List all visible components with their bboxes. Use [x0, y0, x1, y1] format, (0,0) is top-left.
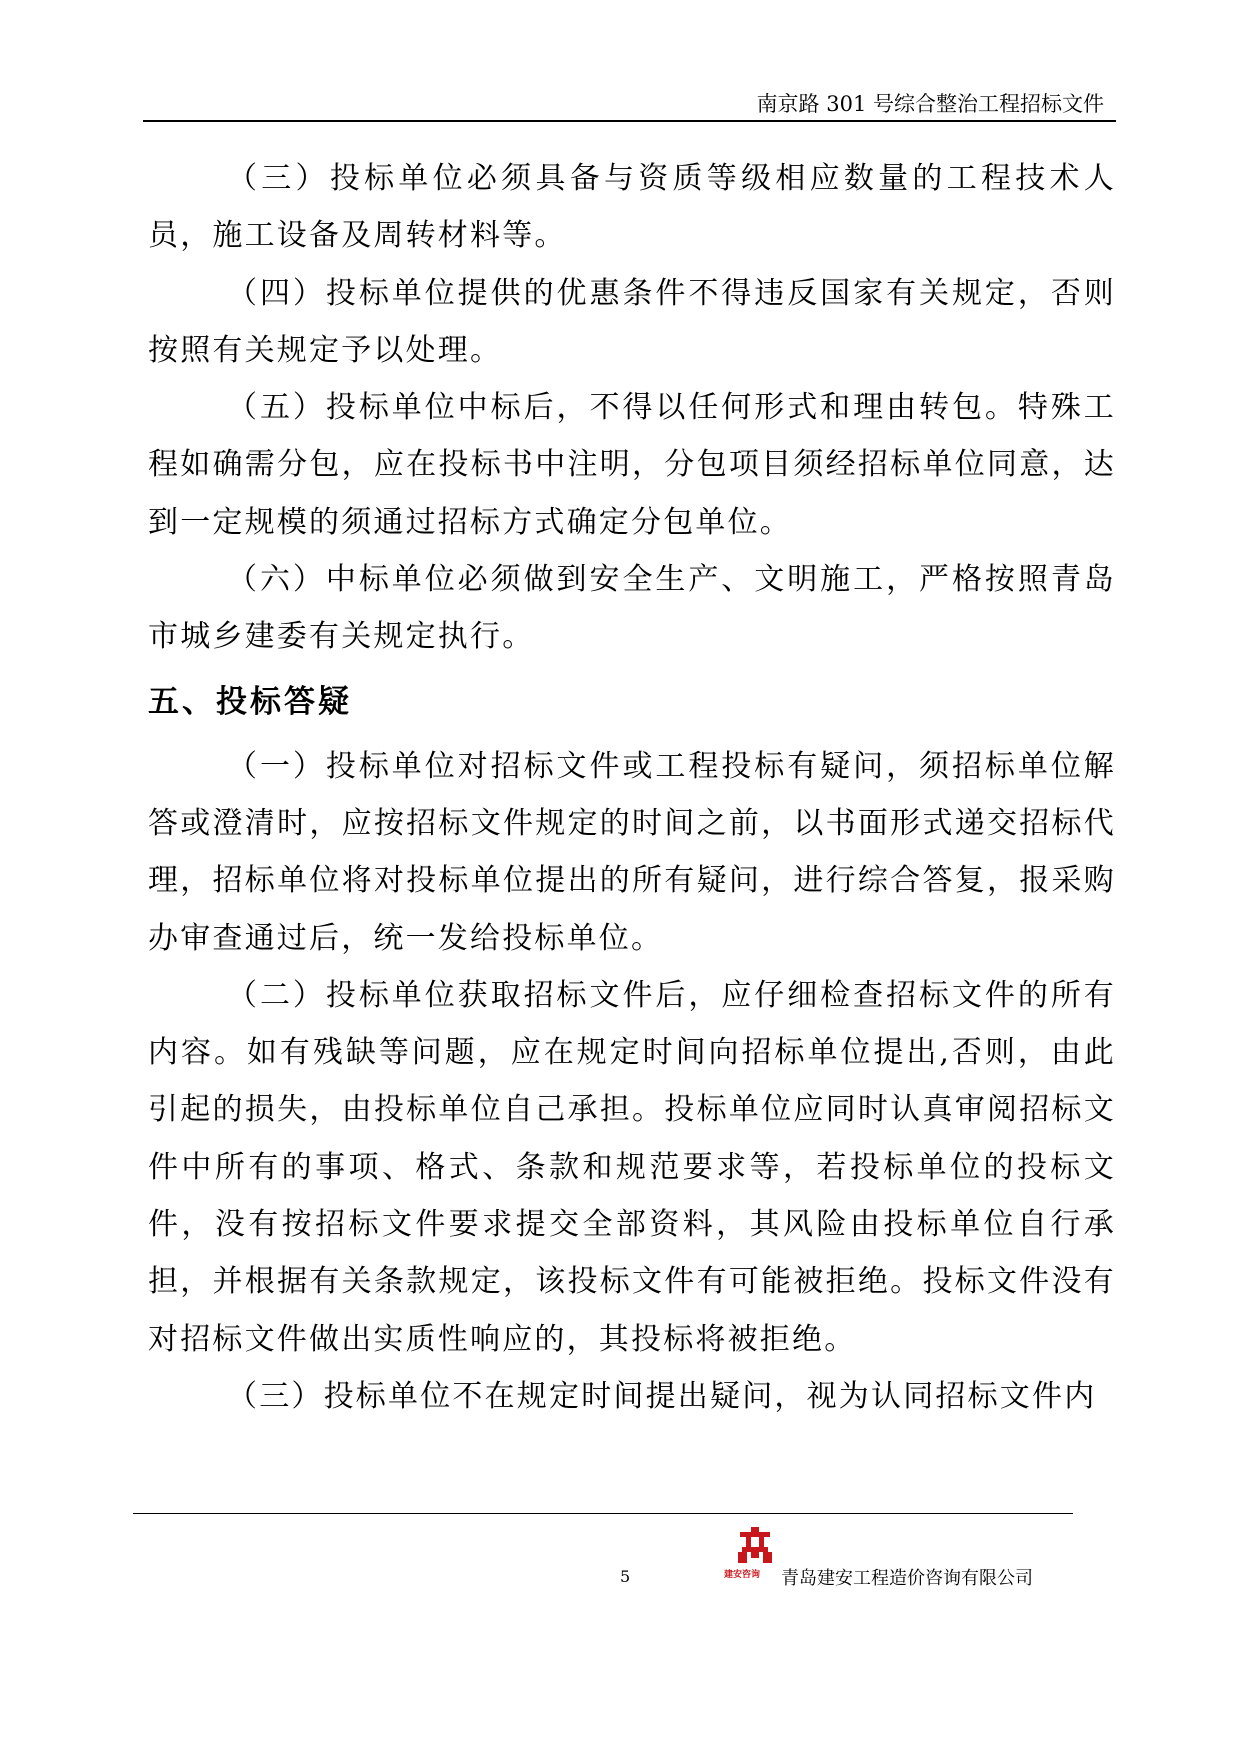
- document-body: [148, 150, 1116, 1425]
- paragraph-5: （五）投标单位中标后，不得以任何形式和理由转包。特殊工程如确需分包，应在投标书中注明，分包项目须经招标单位同意，达到一定规模的须通过招标方式确定分包单位。: [148, 390, 1116, 540]
- company-logo-icon: [738, 1527, 772, 1563]
- paragraph-3: （三）投标单位必须具备与资质等级相应数量的工程技术人员，施工设备及周转材料等。: [148, 161, 1116, 254]
- company-name: 青岛建安工程造价咨询有限公司: [781, 1568, 1033, 1589]
- footer-rule: [133, 1513, 1073, 1514]
- qa-paragraph-2: （二）投标单位获取招标文件后，应仔细检查招标文件的所有内容。如有残缺等问题，应在规定时间向招标单位提出,否则，由此引起的损失，由投标单位自己承担。投标单位应同时认真审阅招标文件中所有的事项、格式、条款和规范要求等，若投标单位的投标文件，没有按招标文件要求提交全部资料，其风险由投标单位自行承担，并根据有关条款规定，该投标文件有可能被拒绝。投标文件没有对招标文件做出实质性响应的，其投标将被拒绝。: [148, 977, 1116, 1357]
- paragraph-4: （四）投标单位提供的优惠条件不得违反国家有关规定，否则按照有关规定予以处理。: [148, 275, 1116, 368]
- qa-paragraph-3: （三）投标单位不在规定时间提出疑问，视为认同招标文件内: [227, 1378, 1097, 1414]
- section-heading: 五、投标答疑: [148, 683, 352, 720]
- company-branding: [724, 1527, 1054, 1587]
- page-header: [143, 84, 1116, 122]
- logo-caption: 建安咨询: [724, 1570, 761, 1580]
- document-title: 南京路 301 号综合整治工程招标文件: [756, 92, 1104, 116]
- paragraph-6: （六）中标单位必须做到安全生产、文明施工，严格按照青岛市城乡建委有关规定执行。: [148, 562, 1116, 655]
- qa-paragraph-1: （一）投标单位对招标文件或工程投标有疑问，须招标单位解答或澄清时，应按招标文件规定的时间之前，以书面形式递交招标代理，招标单位将对投标单位提出的所有疑问，进行综合答复，报采购办审查通过后，统一发给投标单位。: [148, 748, 1116, 956]
- page-number: 5: [620, 1567, 631, 1586]
